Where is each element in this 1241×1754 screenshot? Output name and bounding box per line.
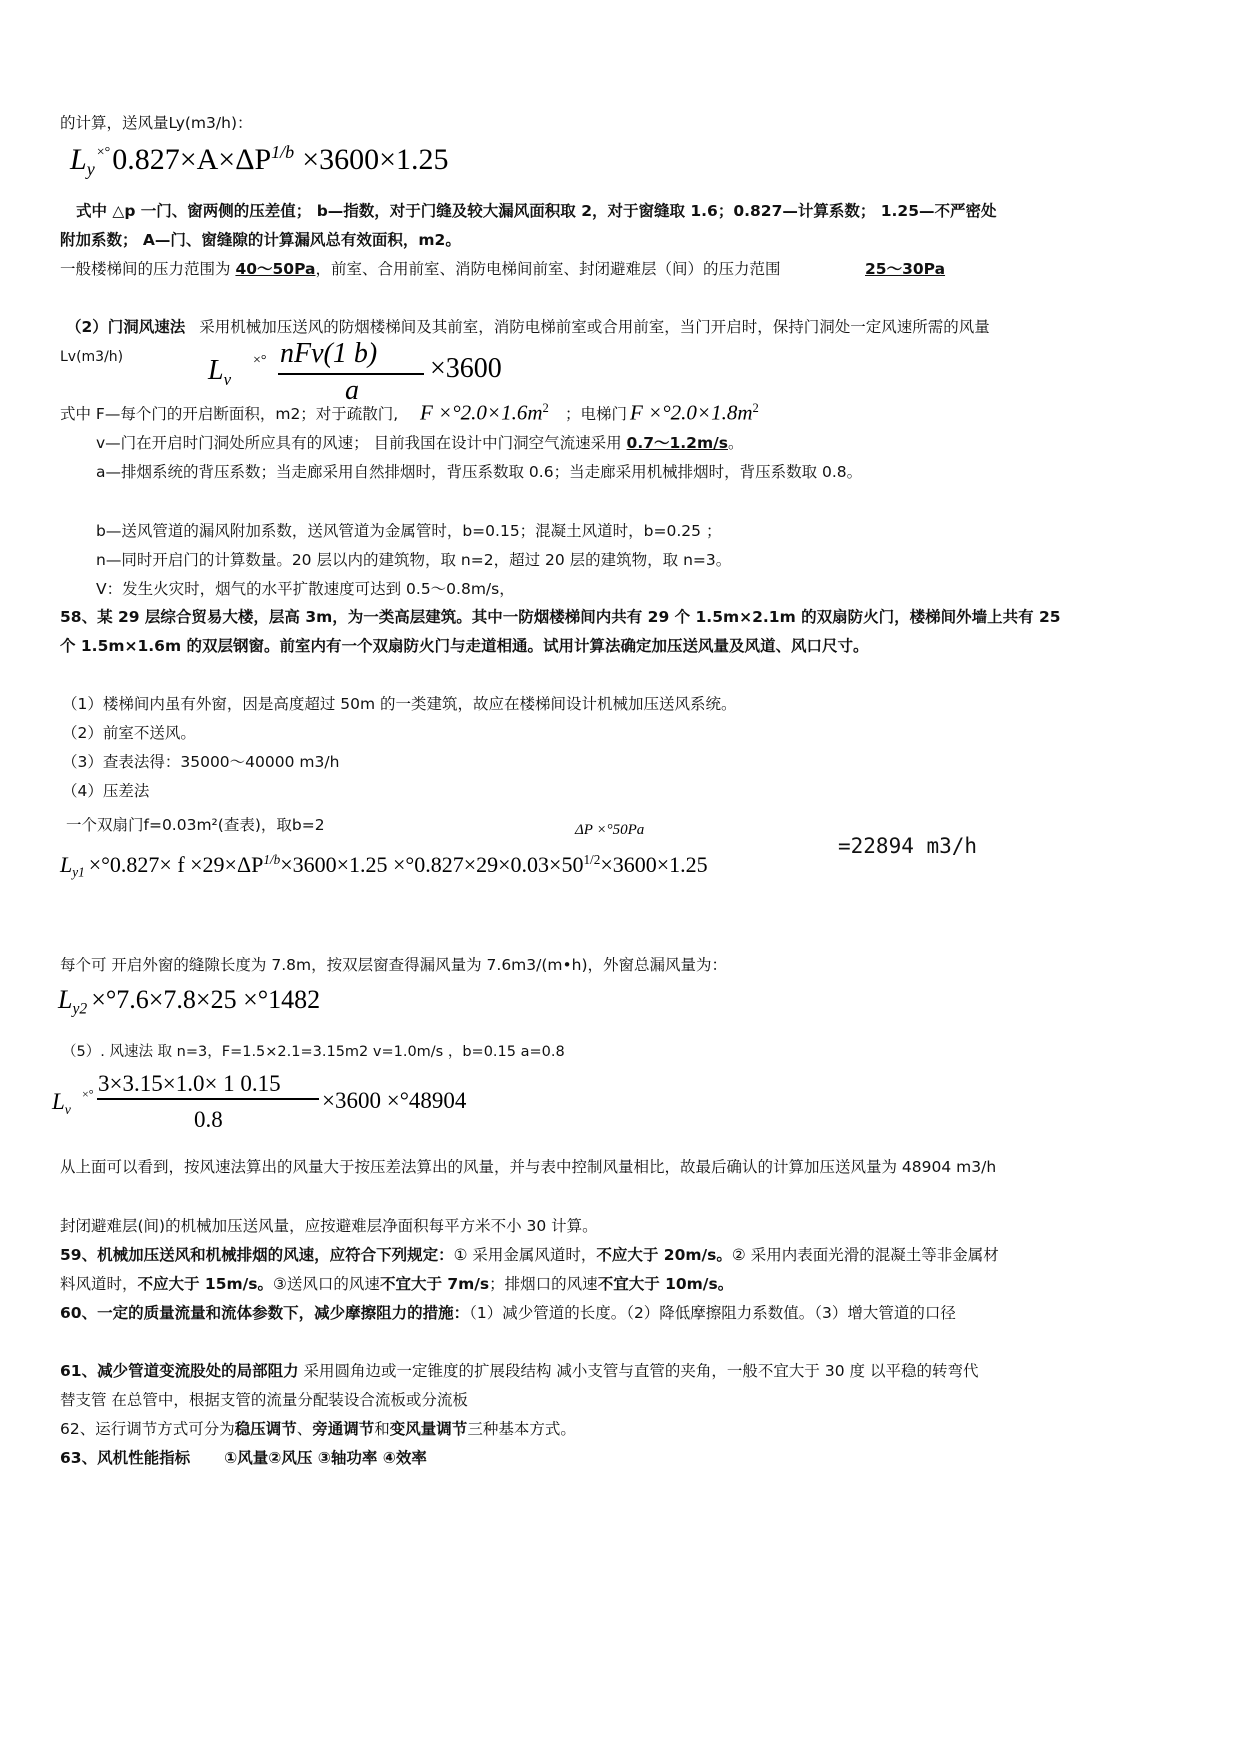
text-span: 采用圆角边或一定锥度的扩展段结构 减小支管与直管的夹角，一般不宜大于 30 度 以平稳的转弯代 — [298, 1362, 979, 1380]
text-span: 不宜大于 7m/s — [379, 1275, 490, 1293]
text-line: 每个可 开启外窗的缝隙长度为 7.8m，按双层窗查得漏风量为 7.6m3/(m•h)，外窗总漏风量为： — [60, 956, 728, 974]
text-span: 62、运行调节方式可分为 — [60, 1420, 235, 1438]
formula-tail: ×3600 — [430, 353, 502, 384]
formula-superscript: 2 — [542, 401, 549, 415]
question-58: 58、某 29 层综合贸易大楼，层高 3m，为一类高层建筑。其中一防烟楼梯间内共有 29 个 1.5m×2.1m 的双扇防火门，楼梯间外墙上共有 25 — [60, 608, 1061, 626]
text-line: a—排烟系统的背压系数；当走廊采用自然排烟时，背压系数取 0.6；当走廊采用机械排烟时，背压系数取 0.8。 — [96, 463, 863, 481]
formula-ly1 — [60, 853, 708, 879]
text-line: 的计算，送风量Ly(m3/h)： — [60, 114, 253, 132]
formula-superscript: 1/b — [271, 142, 295, 162]
text-span: 旁通调节 — [312, 1420, 375, 1438]
text-span: ② 采用内表面光滑的混凝土等非金属材 — [731, 1246, 999, 1264]
text-span: 不应大于 20m/s。 — [596, 1246, 732, 1264]
formula-tail: ×3600 ×°48904 — [322, 1088, 467, 1113]
formula-garbled-eq: ×° — [82, 1087, 94, 1101]
fraction-bar — [97, 1098, 319, 1100]
text-line: （3）查表法得：35000～40000 m3/h — [62, 753, 340, 771]
text-line: b—送风管道的漏风附加系数，送风管道为金属管时，b=0.15；混凝土风道时，b=0.25 ； — [96, 522, 722, 540]
text-line: 式中 △p 一门、窗两侧的压差值； b—指数，对于门缝及较大漏风面积取 2，对于窗缝取 1.6；0.827—计算系数； 1.25—不严密处 — [76, 202, 997, 220]
text-span: ，前室、合用前室、消防电梯间前室、封闭避难层（间）的压力范围 — [315, 260, 781, 278]
text-line — [60, 407, 398, 423]
formula-subscript: y1 — [72, 864, 85, 880]
formula-lv — [208, 340, 538, 410]
formula-symbol: L — [208, 355, 224, 386]
text-span: 料风道时， — [60, 1275, 138, 1293]
text-span: 、 — [296, 1420, 313, 1438]
formula-garbled-eq: ×° — [96, 145, 111, 161]
formula-superscript: 1/2 — [583, 852, 601, 867]
text-span: ① 采用金属风道时， — [453, 1246, 597, 1264]
formula-subscript: v — [64, 1101, 71, 1117]
question-61-cont: 替支管 在总管中，根据支管的流量分配装设合流板或分流板 — [60, 1391, 468, 1409]
underlined-value: 40～50Pa — [235, 260, 316, 278]
formula-tail: ×3600×1.25 — [302, 142, 449, 176]
formula-body: 0.827×A×ΔP — [112, 142, 272, 176]
text-line: 封闭避难层(间)的机械加压送风量，应按避难层净面积每平方米不小 30 计算。 — [60, 1217, 598, 1235]
text-line: 附加系数； A—门、窗缝隙的计算漏风总有效面积，m2。 — [60, 231, 461, 249]
text-span: 式中 F—每个门的开启断面积，m2；对于疏散门, — [60, 405, 399, 423]
question-60 — [60, 1306, 956, 1322]
formula-inline — [630, 402, 759, 424]
formula-symbol: L — [60, 851, 73, 877]
text-line: Lv(m3/h) — [60, 349, 124, 365]
text-span: 。 — [728, 434, 744, 452]
text-span: 和 — [374, 1420, 390, 1438]
formula-superscript: 1/b — [263, 852, 281, 867]
text-span: ；排烟口的风速 — [489, 1275, 598, 1293]
text-span: 60、一定的质量流量和流体参数下，减少摩擦阻力的措施： — [60, 1304, 470, 1322]
formula-lv-result — [52, 1070, 482, 1138]
text-line — [66, 320, 990, 336]
text-span: ①风量②风压 ③轴功率 ④效率 — [224, 1449, 427, 1467]
formula-denominator: a — [345, 375, 359, 406]
section-heading: （2）门洞风速法 — [66, 318, 186, 336]
question-63 — [60, 1451, 427, 1467]
question-59 — [60, 1248, 999, 1264]
underlined-value: 0.7～1.2m/s — [626, 434, 728, 452]
formula-denominator: 0.8 — [194, 1107, 223, 1132]
text-line: V：发生火灾时，烟气的水平扩散速度可达到 0.5～0.8m/s， — [96, 580, 515, 598]
text-span: v—门在开启时门洞处所应具有的风速； 目前我国在设计中门洞空气流速采用 — [96, 434, 627, 452]
formula-subscript: y2 — [72, 1000, 88, 1018]
text-line: 从上面可以看到，按风速法算出的风量大于按压差法算出的风量，并与表中控制风量相比，故最后确认的计算加压送风量为 48904 m3/h — [60, 1158, 997, 1176]
question-62 — [60, 1422, 576, 1438]
formula-garbled-eq: ×° — [253, 353, 267, 368]
text-span: 三种基本方式。 — [467, 1420, 576, 1438]
text-span: 63、风机性能指标 — [60, 1449, 191, 1467]
underlined-value: 25～30Pa — [865, 260, 946, 278]
text-span: （1）减少管道的长度。（2）降低摩擦阻力系数值。（3）增大管道的口径 — [469, 1304, 956, 1322]
text-span: 不应大于 15m/s。 — [137, 1275, 274, 1293]
formula-superscript: 2 — [752, 401, 759, 415]
formula-subscript: v — [223, 369, 232, 389]
formula-symbol: L — [70, 142, 87, 176]
formula-numerator: nFv(1 b) — [280, 338, 378, 369]
formula-tail: ×3600×1.25 — [600, 851, 708, 877]
text-line: （4）压差法 — [62, 782, 150, 800]
formula-inline — [420, 402, 549, 424]
question-58-cont: 个 1.5m×1.6m 的双层钢窗。前室内有一个双扇防火门与走道相通。试用计算法确定加压送风量及风道、风口尺寸。 — [60, 637, 869, 655]
formula-text: F ×°2.0×1.8m — [630, 400, 753, 425]
formula-ly — [70, 143, 449, 178]
text-line: （5）. 风速法 取 n=3，F=1.5×2.1=3.15m2 v=1.0m/s ，b=0.15 a=0.8 — [62, 1044, 565, 1060]
formula-numerator: 3×3.15×1.0× 1 0.15 — [98, 1071, 281, 1096]
formula-result: =22894 m3/h — [838, 834, 978, 858]
text-span: 变风量调节 — [389, 1420, 468, 1438]
text-line — [60, 262, 781, 278]
formula-body: ×°7.6×7.8×25 ×°1482 — [91, 985, 321, 1014]
text-span: 稳压调节 — [234, 1420, 297, 1438]
text-line: n—同时开启门的计算数量。20 层以内的建筑物，取 n=2，超过 20 层的建筑物，取 n=3。 — [96, 551, 732, 569]
formula-text: F ×°2.0×1.6m — [420, 400, 543, 425]
text-line: 一个双扇门f=0.03m²(查表)，取b=2 — [66, 816, 325, 834]
question-59-cont — [60, 1277, 733, 1293]
formula-symbol: L — [52, 1089, 65, 1114]
formula-mid: ×3600×1.25 ×°0.827×29×0.03×50 — [280, 851, 584, 877]
formula-ly2 — [58, 987, 320, 1017]
question-61 — [60, 1364, 978, 1380]
text-span: 不宜大于 10m/s。 — [597, 1275, 734, 1293]
formula-subscript: y — [86, 159, 95, 180]
text-line: （1）楼梯间内虽有外窗，因是高度超过 50m 的一类建筑，故应在楼梯间设计机械加压送风系统。 — [62, 695, 737, 713]
text-line: （2）前室不送风。 — [62, 724, 196, 742]
text-span: 61、减少管道变流股处的局部阻力 — [60, 1362, 299, 1380]
text-span: 一般楼梯间的压力范围为 — [60, 260, 236, 278]
formula-dp: ΔP ×°50Pa — [575, 822, 645, 838]
formula-symbol: L — [58, 985, 73, 1014]
text-line: ；电梯门 — [565, 405, 628, 423]
formula-body: ×°0.827× f ×29×ΔP — [88, 851, 264, 877]
text-span: ③送风口的风速 — [273, 1275, 380, 1293]
text-span: 59、机械加压送风和机械排烟的风速，应符合下列规定： — [60, 1246, 454, 1264]
text-span: 采用机械加压送风的防烟楼梯间及其前室，消防电梯前室或合用前室，当门开启时，保持门洞处一定风速所需的风量 — [199, 318, 990, 336]
text-line — [96, 436, 744, 452]
